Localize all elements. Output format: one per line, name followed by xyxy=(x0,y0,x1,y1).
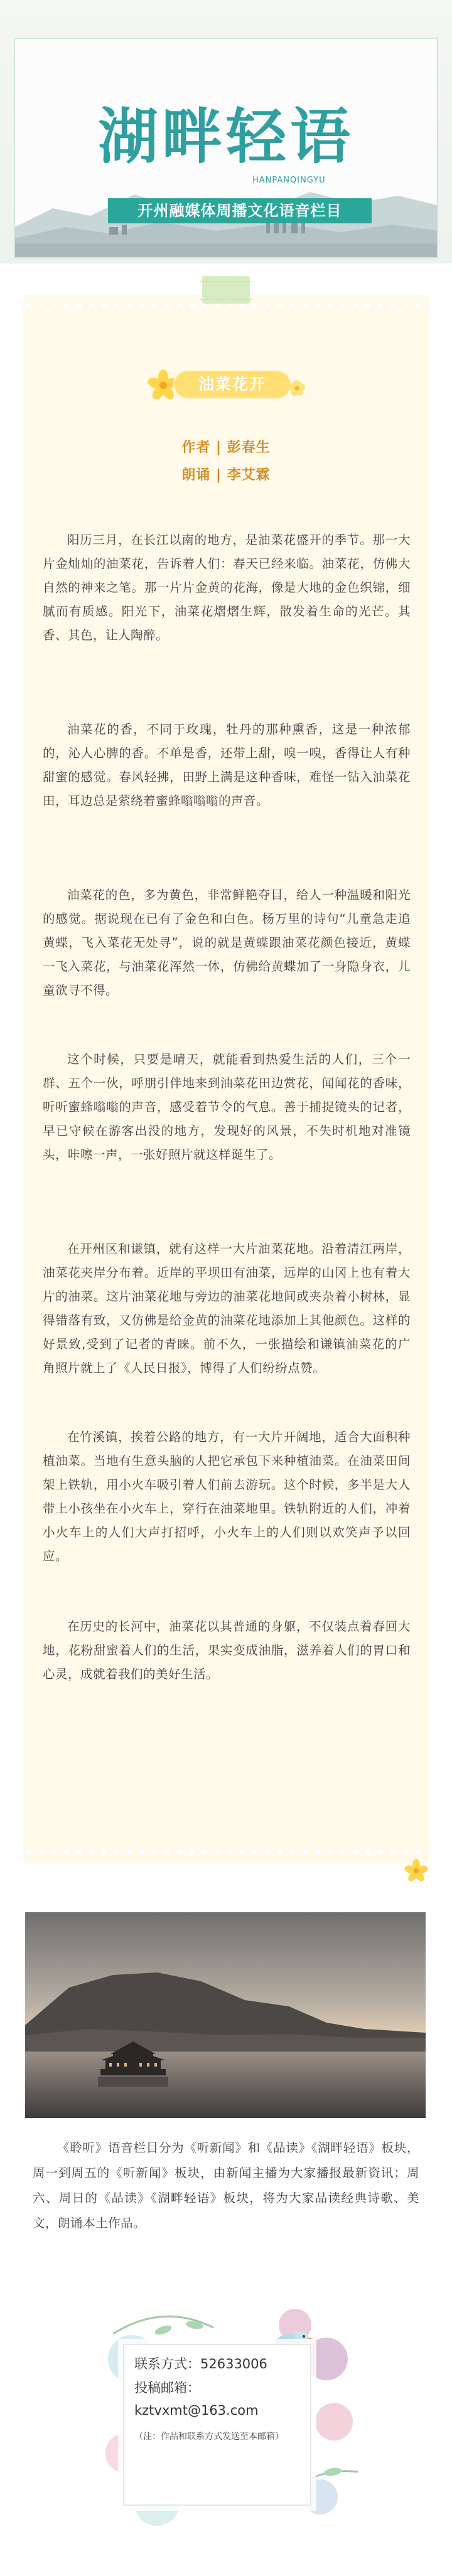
article-paragraph: 阳历三月，在长江以南的地方，是油菜花盛开的季节。那一大片金灿灿的油菜花，告诉着人们：春天已经来临。油菜花，仿佛大自然的神来之笔。那一片片金黄的花海，像是大地的金色织锦，细腻而有质感。阳光下，油菜花熠熠生辉，散发着生命的光芒。其香、其色，让人陶醉。 xyxy=(43,533,411,642)
header-banner xyxy=(0,0,452,263)
author-line: 作者 | 彭春生 xyxy=(181,440,271,455)
article-paragraph: 油菜花的色，多为黄色，非常鲜艳夺目，给人一种温暖和阳光的感觉。据说现在已有了金色和白色。杨万里的诗句“儿童急走追黄蝶，飞入菜花无处寻”，说的就是黄蝶跟油菜花颜色接近，黄蝶一飞入菜花，与油菜花浑然一体，仿佛给黄蝶加了一身隐身衣，儿童欲寻不得。 xyxy=(43,888,411,998)
article-title: 油菜花开 xyxy=(198,375,266,393)
lake-pavilion-photo xyxy=(25,1912,426,2118)
article-paragraph: 在历史的长河中，油菜花以其普通的身躯，不仅装点着春回大地，花粉甜蜜着人们的生活，果实变成油脂，滋养着人们的胃口和心灵，成就着我们的美好生活。 xyxy=(43,1619,411,1681)
washi-tape-decoration xyxy=(202,276,250,304)
banner-frame xyxy=(14,38,438,258)
article-paragraph: 在竹溪镇，挨着公路的地方，有一大片开阔地，适合大面积种植油菜。当地有生意头脑的人把它承包下来种植油菜。在油菜田间架上铁轨，用小火车吸引着人们前去游玩。这个时候，多半是大人带上小孩坐在小火车上，穿行在油菜地里。铁轨附近的人们，冲着小火车上的人们大声打招呼，小火车上的人们则以欢笑声予以回应。 xyxy=(43,1430,411,1563)
banner-ribbon: 开州融媒体周播文化语音栏目 xyxy=(108,198,372,223)
reader-line: 朗诵 | 李艾霖 xyxy=(181,467,271,483)
banner-title: 湖畔轻语 xyxy=(98,101,354,172)
column-intro-text: 《聆听》语音栏目分为《听新闻》和《品读》《湖畔轻语》板块，周一到周五的《听新闻》板块，由新闻主播为大家播报最新资讯；周六、周日的《品读》《湖畔轻语》板块，将为大家品读经典诗歌、美文，朗诵本土作品。 xyxy=(33,2141,419,2230)
panel-bottom-scallop xyxy=(23,1848,429,1857)
lake-pavilion-image xyxy=(25,1912,426,2118)
contact-card xyxy=(123,2344,311,2506)
article-paragraph: 在开州区和谦镇，就有这样一大片油菜花地。沿着清江两岸，油菜花夹岸分布着。近岸的平坝田有油菜，远岸的山冈上也有着大片的油菜。这片油菜花地与旁边的油菜花地间或夹杂着小树林，显得错落有致，又仿佛是给金黄的油菜花地添加上其他颜色。这样的好景致,受到了记者的青睐。前不久，一张描绘和谦镇油菜花的广角照片就上了《人民日报》，博得了人们纷纷点赞。 xyxy=(43,1242,411,1375)
contact-email-label: 投稿邮箱： xyxy=(134,2380,200,2395)
small-flower-icon xyxy=(288,379,306,398)
article-title-badge xyxy=(146,368,306,400)
corner-flower-icon xyxy=(402,1857,431,1886)
banner-subtitle-en: HANPANQINGYU xyxy=(252,176,326,185)
contact-phone: 联系方式：52633006 xyxy=(134,2356,267,2371)
contact-note: （注：作品和联系方式发送至本邮箱） xyxy=(134,2432,284,2442)
contact-email[interactable]: kztvxmt@163.com xyxy=(134,2403,259,2418)
article-paragraph: 油菜花的香，不同于玫瑰，牡丹的那种熏香，这是一种浓郁的，沁人心脾的香。不单是香，还带上甜，嗅一嗅，香得让人有种甜蜜的感觉。春风轻拂，田野上满是这种香味，难怪一钻入油菜花田，耳边总是萦绕着蜜蜂嗡嗡嗡的声音。 xyxy=(43,722,411,808)
article-paragraph: 这个时候，只要是晴天，就能看到热爱生活的人们，三个一群、五个一伙，呼朋引伴地来到油菜花田边赏花，闻闻花的香味，听听蜜蜂嗡嗡的声音，感受着节令的气息。善于捕捉镜头的记者，早已守候在游客出没的地方，发现好的风景，不失时机地对准镜头，咔嚓一声，一张好照片就这样诞生了。 xyxy=(43,1052,411,1162)
